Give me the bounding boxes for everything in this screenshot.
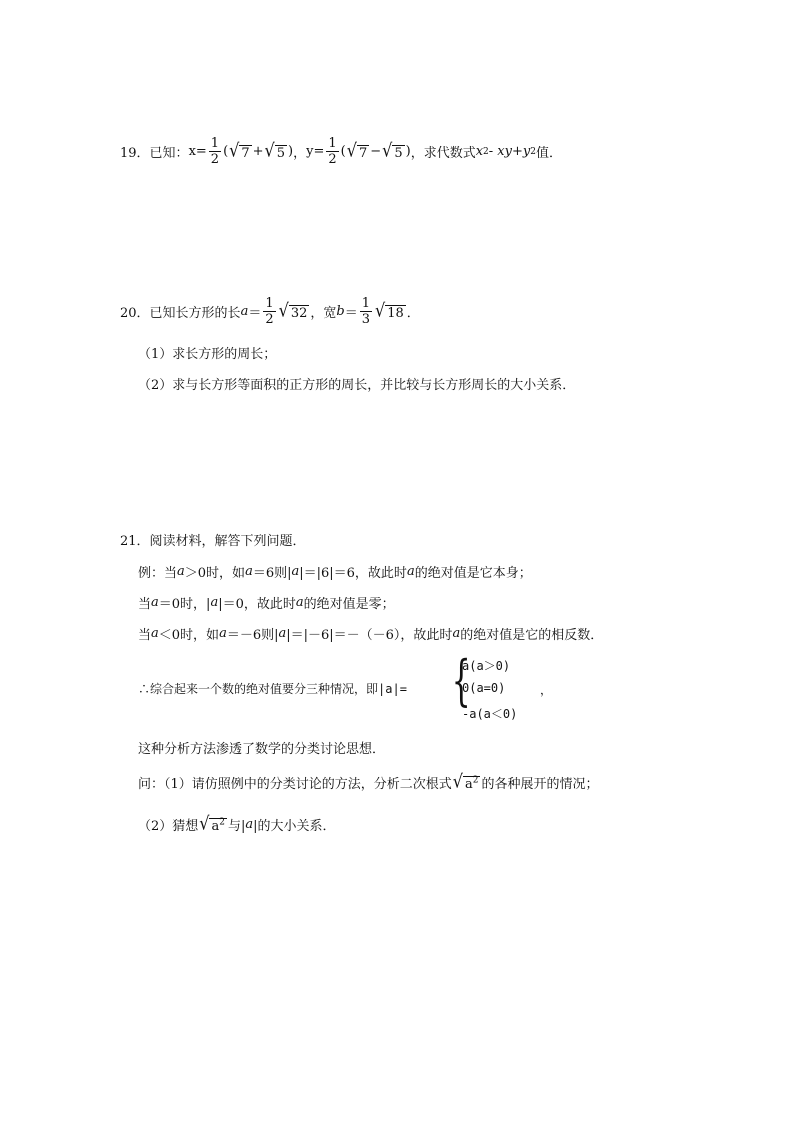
q20-subquestion-2: （2）求与长方形等面积的正方形的周长，并比较与长方形周长的大小关系． — [138, 378, 576, 393]
radicand: 7 — [358, 145, 368, 161]
question-20 — [120, 297, 420, 326]
fraction-numerator: 1 — [361, 296, 371, 311]
radical-sign-icon: √ — [199, 811, 210, 834]
q21-ask-1 — [138, 769, 599, 792]
text-segment: 值． — [535, 146, 562, 161]
question-19: 19． 已知： x= $\frac{1}{2}$ ( √ 7 + √ 5 ) ， y= $\frac{1}{2}$ ( √ 7 − √ 5 ) ，求代数式 x 2 - xy+y 2 值． — [120, 136, 562, 167]
text-segment: |的大小关系． — [253, 819, 336, 834]
math-variable: x= — [188, 144, 207, 159]
math-variable: x — [475, 144, 484, 159]
math-variable: a — [406, 564, 415, 579]
fraction-numerator: 1 — [328, 136, 337, 151]
q20-subquestion-1: （1）求长方形的周长； — [138, 347, 277, 362]
fraction-half — [209, 137, 221, 166]
math-variable: a — [295, 595, 304, 610]
math-variable: a — [151, 626, 159, 641]
text-segment: 已知长方形的长 — [149, 306, 241, 321]
text-segment: |＝|6|＝6，故此时 — [299, 566, 407, 581]
sqrt-5 — [264, 138, 287, 161]
math-variable: b — [336, 304, 345, 319]
text-segment: ＝0时，| — [158, 597, 211, 612]
text-segment: |＝0，故此时 — [218, 597, 296, 612]
text-segment: ，宽 — [310, 306, 337, 321]
paren: ) — [405, 144, 411, 159]
paren: ( — [340, 144, 346, 159]
sqrt-a-squared — [452, 769, 481, 792]
sqrt-32 — [278, 298, 310, 321]
case-zero: 0(a=0) — [462, 681, 506, 695]
left-brace-icon: { — [451, 649, 471, 712]
math-variable: a — [240, 304, 249, 319]
text-segment: 问：（1）请仿照例中的分类讨论的方法，分析二次根式 — [138, 777, 452, 792]
radical-sign-icon: √ — [346, 138, 357, 161]
text-segment: 当 — [138, 597, 152, 612]
math-variable: a — [177, 564, 185, 579]
text-segment: 的绝对值是零； — [303, 597, 395, 612]
question-number: 20． — [120, 306, 150, 321]
text-segment: ，求代数式 — [410, 146, 476, 161]
math-variable: a — [291, 564, 300, 579]
fraction-half — [326, 137, 338, 166]
fraction-denominator: 3 — [361, 312, 371, 327]
sqrt-a-squared — [199, 811, 227, 834]
text-segment: |＝|－6|＝－（－6），故此时 — [286, 628, 453, 643]
exponent: 2 — [219, 817, 225, 828]
text-segment: ＝－6则| — [226, 628, 279, 643]
math-variable: a — [210, 595, 219, 610]
radicand: 18 — [387, 305, 404, 321]
radical-sign-icon: √ — [264, 138, 275, 161]
abs-expression: |a|= — [378, 681, 407, 696]
q21-summary — [138, 680, 407, 697]
text-segment: ＞0时，如 — [184, 566, 246, 581]
separator: ， — [293, 146, 307, 161]
math-variable: a — [151, 595, 159, 610]
case-positive: a(a＞0) — [462, 659, 511, 673]
fraction-numerator: 1 — [265, 296, 274, 311]
text-segment: ＜0时，如 — [158, 628, 220, 643]
math-variable: a — [219, 626, 227, 641]
fraction-denominator: 2 — [210, 152, 220, 167]
text-segment: ． — [406, 306, 420, 321]
operator: + — [252, 144, 264, 159]
math-expression: - xy+y — [488, 144, 531, 159]
fraction-b — [360, 297, 372, 326]
radicand: 32 — [290, 305, 308, 321]
operator: − — [370, 144, 382, 159]
operator: ＝ — [344, 306, 358, 321]
radical-sign-icon: √ — [375, 298, 386, 321]
text-segment: ∴综合起来一个数的绝对值要分三种情况，即 — [138, 682, 379, 696]
question-number: 19． — [120, 146, 150, 161]
math-variable: a — [278, 626, 287, 641]
radicand — [463, 776, 481, 792]
sqrt-18 — [375, 298, 406, 321]
text-segment: ＝6则| — [252, 566, 292, 581]
text-segment: 阅读材料，解答下列问题． — [149, 534, 306, 549]
radical-sign-icon: √ — [452, 769, 463, 792]
fraction-denominator: 2 — [265, 312, 274, 327]
text-segment: 已知： — [149, 146, 189, 161]
sqrt-7 — [346, 138, 369, 161]
text-segment: （2）猜想 — [138, 819, 199, 834]
fraction-denominator: 2 — [328, 152, 337, 167]
q21-ask-2 — [138, 811, 336, 834]
operator: ＝ — [248, 306, 262, 321]
math-variable: y= — [306, 144, 325, 159]
case-comma: ， — [540, 683, 553, 697]
math-variable: a — [245, 817, 254, 832]
paren: ( — [223, 144, 229, 159]
math-variable: a — [245, 564, 253, 579]
text-segment: 例：当 — [138, 566, 178, 581]
radicand: 7 — [241, 145, 250, 161]
exponent: 2 — [472, 775, 479, 786]
sqrt-5 — [382, 138, 404, 161]
radicand-base: a — [211, 818, 220, 834]
radical-sign-icon: √ — [278, 298, 289, 321]
text-segment: 与| — [227, 819, 246, 834]
text-segment: 的绝对值是它本身； — [414, 566, 532, 581]
question-21 — [120, 530, 306, 549]
fraction-a — [263, 297, 275, 326]
case-negative: -a(a＜0) — [462, 707, 518, 721]
q21-conclusion: 这种分析方法渗透了数学的分类讨论思想． — [138, 742, 386, 757]
text-segment: 的各种展开的情况； — [481, 777, 599, 792]
question-number: 21． — [120, 534, 150, 549]
q21-example-2 — [138, 593, 395, 612]
text-segment: 的绝对值是它的相反数． — [460, 628, 604, 643]
radicand — [209, 818, 227, 834]
radical-sign-icon: √ — [229, 138, 240, 161]
sqrt-7 — [229, 138, 251, 161]
fraction-numerator: 1 — [210, 136, 220, 151]
radicand-base: a — [464, 776, 473, 792]
q21-example-3 — [138, 624, 603, 643]
radicand: 5 — [276, 145, 286, 161]
math-variable: a — [452, 626, 461, 641]
radicand: 5 — [394, 145, 403, 161]
paren: ) — [288, 144, 294, 159]
radical-sign-icon: √ — [382, 138, 393, 161]
text-segment: 当 — [138, 628, 152, 643]
q21-example-1 — [138, 562, 532, 581]
